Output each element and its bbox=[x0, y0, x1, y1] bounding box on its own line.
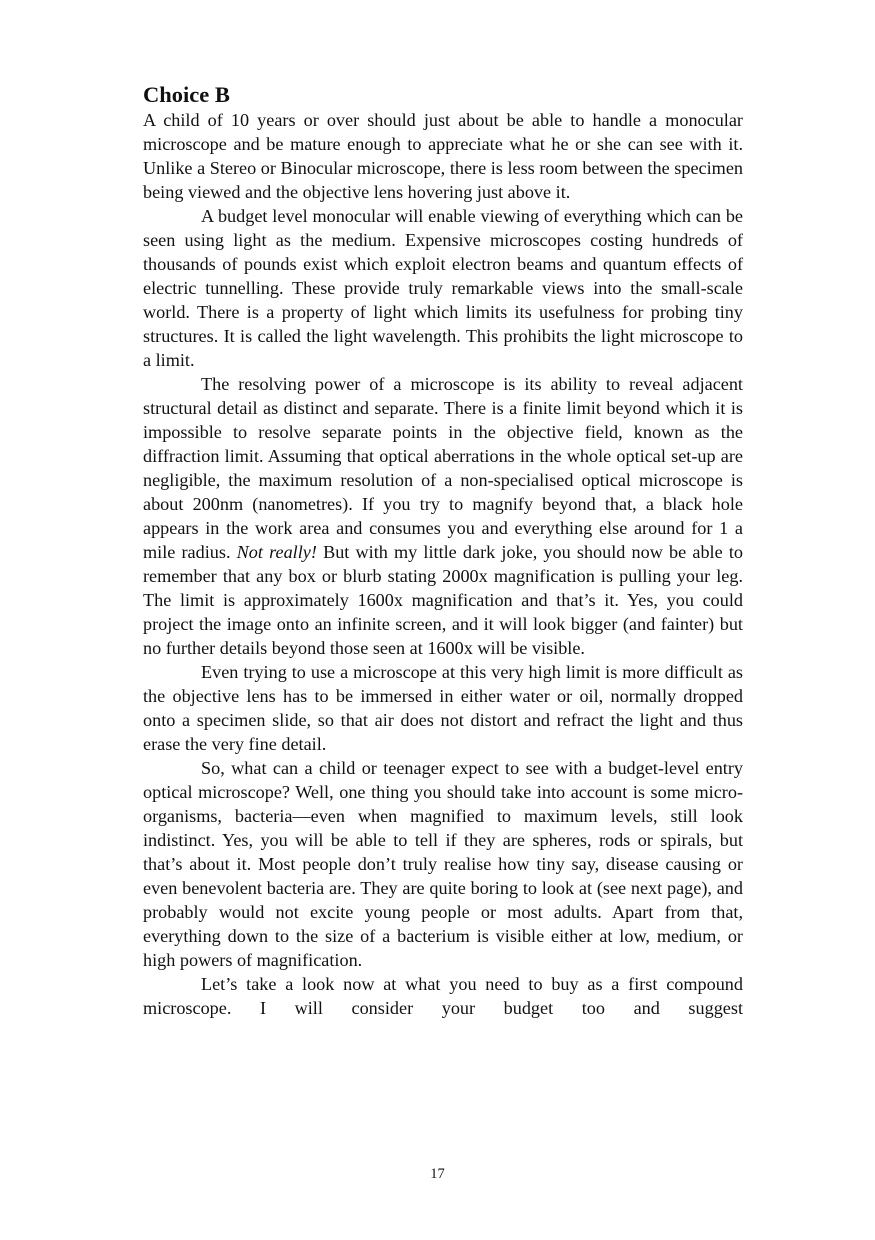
paragraph-2: A budget level monocular will enable viewing of everything which can be seen using light as the medium. Expensive microscopes costing hundreds of thousands of pounds exist which exploit electron beams and quantum effects of electric tunnelling. These provide truly remarkable views into the small-scale world. There is a property of light which limits its usefulness for probing tiny structures. It is called the light wavelength. This prohibits the light microscope to a limit. bbox=[143, 206, 743, 370]
paragraph-5: So, what can a child or teenager expect to see with a budget-level entry optical microscope? Well, one thing you should take into account is some micro-organisms, bacteria—even when magnified to maximum levels, still look indistinct. Yes, you will be able to tell if they are spheres, rods or spirals, but that’s about it. Most people don’t truly realise how tiny say, disease causing or even benevolent bacteria are. They are quite boring to look at (see next page), and probably would not excite young people or most adults. Apart from that, everything down to the size of a bacterium is visible either at low, medium, or high powers of magnification. bbox=[143, 758, 743, 970]
paragraph-6: Let’s take a look now at what you need to buy as a first compound microscope. I will consider your budget too and suggest bbox=[143, 974, 743, 1018]
paragraph-1: A child of 10 years or over should just about be able to handle a monocular microscope and be mature enough to appreciate what he or she can see with it. Unlike a Stereo or Binocular microscope, there is less room between the specimen being viewed and the objective lens hovering just above it. bbox=[143, 110, 743, 202]
paragraph-3-start: The resolving power of a microscope is its ability to reveal adjacent structural detail as distinct and separate. There is a finite limit beyond which it is impossible to resolve separate points in the objective field, known as the diffraction limit. Assuming that optical aberrations in the whole optical set-up are negligible, the maximum resolution of a non-specialised optical microscope is about 200nm (nanometres). If you try to magnify beyond that, a black hole appears in the work area and consumes you and everything else around for 1 a mile radius. bbox=[143, 374, 743, 562]
page-body bbox=[143, 81, 743, 1020]
page-number: 17 bbox=[430, 1166, 445, 1182]
section-heading: Choice B bbox=[143, 82, 230, 107]
paragraph-3 bbox=[143, 372, 743, 660]
paragraph-4: Even trying to use a microscope at this very high limit is more difficult as the objective lens has to be immersed in either water or oil, normally dropped onto a specimen slide, so that air does not distort and refract the light and thus erase the very fine detail. bbox=[143, 662, 743, 754]
paragraph-3-emphasis: Not really! bbox=[236, 542, 317, 562]
paragraph-3-end: But with my little dark joke, you should now be able to remember that any box or blurb stating 2000x magnification is pulling your leg. The limit is approximately 1600x magnification and that’s it. Yes, you could project the image onto an infinite screen, and it will look bigger (and fainter) but no further details beyond those seen at 1600x will be visible. bbox=[143, 542, 743, 658]
